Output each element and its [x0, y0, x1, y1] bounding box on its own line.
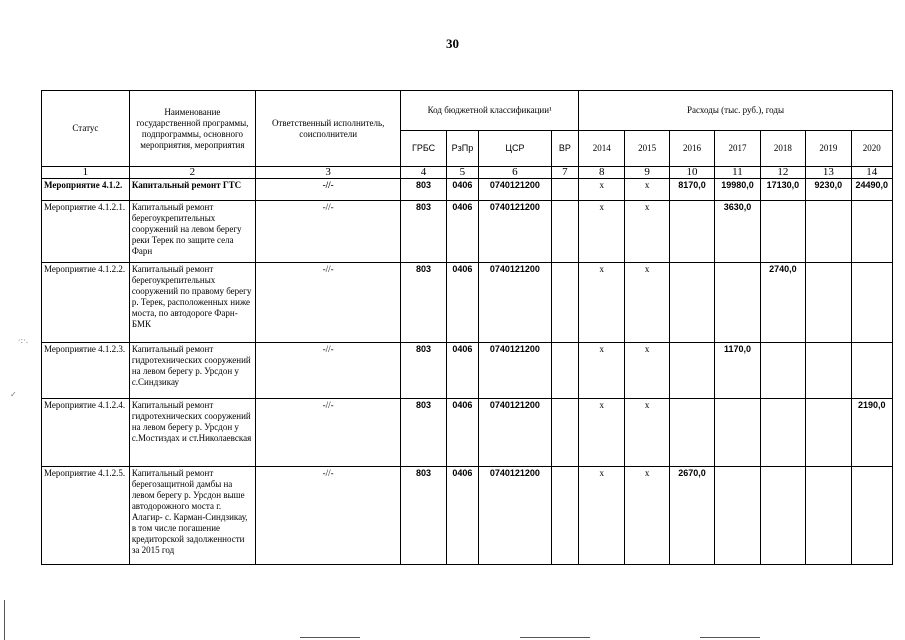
row-name: Капитальный ремонт берегоукрепительных сооружений по правому берегу р. Терек, расположенных ниже моста, по автодороге Фарн-БМК	[129, 263, 255, 343]
column-number: 1	[42, 167, 130, 179]
row-rzpr: 0406	[446, 263, 478, 343]
row-2018	[760, 343, 805, 399]
column-number: 3	[255, 167, 400, 179]
page-number: 30	[446, 36, 459, 51]
row-status: Мероприятие 4.1.2.5.	[42, 467, 130, 565]
scan-artifact: ·:·.	[18, 336, 29, 345]
row-grbs: 803	[401, 343, 446, 399]
row-name: Капитальный ремонт берегоукрепительных сооружений на левом берегу реки Терек по защите села Фарн	[129, 201, 255, 263]
row-vr	[551, 263, 578, 343]
column-number: 10	[669, 167, 714, 179]
row-executor: -//-	[255, 201, 400, 263]
row-executor: -//-	[255, 179, 400, 201]
row-2015: х	[625, 467, 669, 565]
row-2018	[760, 201, 805, 263]
row-2016: 8170,0	[669, 179, 714, 201]
header-expenses: Расходы (тыс. руб.), годы	[579, 91, 893, 131]
row-executor: -//-	[255, 399, 400, 467]
row-name: Капитальный ремонт гидротехнических сооружений на левом берегу р. Урсдон у с.Синдзикау	[129, 343, 255, 399]
row-grbs: 803	[401, 179, 446, 201]
column-number: 13	[806, 167, 851, 179]
row-vr	[551, 201, 578, 263]
row-2015: х	[625, 201, 669, 263]
scan-artifact	[700, 637, 760, 638]
row-executor: -//-	[255, 263, 400, 343]
table-row	[42, 399, 893, 467]
row-rzpr: 0406	[446, 201, 478, 263]
row-grbs: 803	[401, 467, 446, 565]
table-row	[42, 343, 893, 399]
row-2014: х	[579, 263, 625, 343]
header-status: Статус	[42, 91, 130, 167]
row-2016: 2670,0	[669, 467, 714, 565]
column-number: 7	[551, 167, 578, 179]
column-number: 6	[479, 167, 552, 179]
header-vr: ВР	[551, 131, 578, 167]
row-2020	[851, 201, 892, 263]
row-2019	[806, 343, 851, 399]
row-2020: 24490,0	[851, 179, 892, 201]
row-executor: -//-	[255, 467, 400, 565]
row-grbs: 803	[401, 201, 446, 263]
row-vr	[551, 467, 578, 565]
row-2019: 9230,0	[806, 179, 851, 201]
header-year-2016: 2016	[669, 131, 714, 167]
row-csr: 0740121200	[479, 399, 552, 467]
row-2018: 17130,0	[760, 179, 805, 201]
column-number: 5	[446, 167, 478, 179]
row-2020	[851, 467, 892, 565]
row-2017: 19980,0	[715, 179, 760, 201]
row-2018: 2740,0	[760, 263, 805, 343]
header-name: Наименование государственной программы, подпрограммы, основного мероприятия, мероприятия	[129, 91, 255, 167]
column-number: 9	[625, 167, 669, 179]
row-2019	[806, 399, 851, 467]
row-2017	[715, 263, 760, 343]
header-year-2019: 2019	[806, 131, 851, 167]
column-number: 12	[760, 167, 805, 179]
header-year-2020: 2020	[851, 131, 892, 167]
row-2014: х	[579, 399, 625, 467]
row-name: Капитальный ремонт гидротехнических сооружений на левом берегу р. Урсдон у с.Мостиздах и ст.Николаевская	[129, 399, 255, 467]
header-budget-code: Код бюджетной классификации¹	[401, 91, 579, 131]
row-2016	[669, 201, 714, 263]
column-number: 4	[401, 167, 446, 179]
row-status: Мероприятие 4.1.2.4.	[42, 399, 130, 467]
row-csr: 0740121200	[479, 467, 552, 565]
table-row	[42, 179, 893, 201]
row-rzpr: 0406	[446, 179, 478, 201]
row-2014: х	[579, 201, 625, 263]
row-name: Капитальный ремонт берегозащитной дамбы на левом берегу р. Урсдон выше автодорожного моста г. Алагир- с. Карман-Синдзикау, в том числе погашение кредиторской задолженности за 2015 год	[129, 467, 255, 565]
scan-artifact: ✓	[10, 390, 17, 399]
row-grbs: 803	[401, 399, 446, 467]
budget-table	[41, 90, 893, 565]
table-row	[42, 467, 893, 565]
header-csr: ЦСР	[479, 131, 552, 167]
row-executor: -//-	[255, 343, 400, 399]
column-number-row	[42, 167, 893, 179]
row-vr	[551, 179, 578, 201]
header-year-2014: 2014	[579, 131, 625, 167]
row-2020	[851, 263, 892, 343]
row-2017: 3630,0	[715, 201, 760, 263]
row-2020	[851, 343, 892, 399]
scan-artifact	[520, 637, 590, 638]
row-csr: 0740121200	[479, 201, 552, 263]
scan-artifact	[4, 600, 5, 640]
row-2017	[715, 399, 760, 467]
column-number: 11	[715, 167, 760, 179]
row-2018	[760, 399, 805, 467]
row-csr: 0740121200	[479, 343, 552, 399]
row-2017	[715, 467, 760, 565]
row-csr: 0740121200	[479, 179, 552, 201]
row-2015: х	[625, 399, 669, 467]
header-year-2017: 2017	[715, 131, 760, 167]
table-row	[42, 263, 893, 343]
row-2015: х	[625, 179, 669, 201]
row-status: Мероприятие 4.1.2.1.	[42, 201, 130, 263]
row-2016	[669, 399, 714, 467]
column-number: 14	[851, 167, 892, 179]
row-rzpr: 0406	[446, 343, 478, 399]
row-2015: х	[625, 263, 669, 343]
row-vr	[551, 343, 578, 399]
column-number: 2	[129, 167, 255, 179]
row-2019	[806, 263, 851, 343]
scan-artifact	[300, 637, 360, 638]
row-2018	[760, 467, 805, 565]
header-grbs: ГРБС	[401, 131, 446, 167]
row-status: Мероприятие 4.1.2.3.	[42, 343, 130, 399]
row-2020: 2190,0	[851, 399, 892, 467]
row-2017: 1170,0	[715, 343, 760, 399]
row-2019	[806, 201, 851, 263]
row-2014: х	[579, 179, 625, 201]
table-row	[42, 201, 893, 263]
header-executor: Ответственный исполнитель, соисполнители	[255, 91, 400, 167]
row-2019	[806, 467, 851, 565]
header-rzpr: РзПр	[446, 131, 478, 167]
row-grbs: 803	[401, 263, 446, 343]
row-2015: х	[625, 343, 669, 399]
row-csr: 0740121200	[479, 263, 552, 343]
row-status: Мероприятие 4.1.2.	[42, 179, 130, 201]
header-year-2015: 2015	[625, 131, 669, 167]
row-rzpr: 0406	[446, 399, 478, 467]
row-2016	[669, 343, 714, 399]
row-2014: х	[579, 467, 625, 565]
row-2016	[669, 263, 714, 343]
row-2014: х	[579, 343, 625, 399]
row-status: Мероприятие 4.1.2.2.	[42, 263, 130, 343]
header-year-2018: 2018	[760, 131, 805, 167]
column-number: 8	[579, 167, 625, 179]
row-rzpr: 0406	[446, 467, 478, 565]
row-vr	[551, 399, 578, 467]
row-name: Капитальный ремонт ГТС	[129, 179, 255, 201]
